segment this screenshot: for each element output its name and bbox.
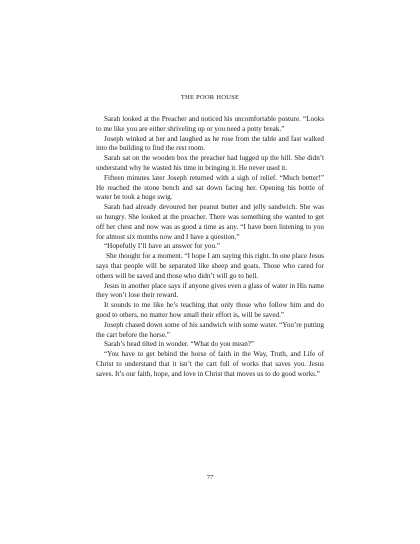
body-text bbox=[96, 115, 324, 380]
paragraph: Joseph chased down some of his sandwich with some water. “You’re putting the cart before the horse.” bbox=[96, 320, 324, 339]
paragraph: She thought for a moment. “I hope I am saying this right. In one place Jesus says that people will be separated like sheep and goats. Those who cared for others will be saved and those who didn’t will go to hell. bbox=[96, 252, 324, 280]
paragraph: Sarah’s head tilted in wonder. “What do you mean?” bbox=[104, 340, 255, 349]
paragraph: It sounds to me like he’s teaching that only those who follow him and do good to others, no matter how small their effort is, will be saved.” bbox=[96, 301, 324, 319]
paragraph: “You have to get behind the horse of faith in the Way, Truth, and Life of Christ to understand that it isn’t the cart full of works that saves you. Jesus saves. It’s our faith, hope, and love in Christ that moves us to do good works.” bbox=[96, 350, 324, 378]
paragraph: Sarah looked at the Preacher and noticed his uncomfortable posture. “Looks to me like you are either shriveling up or you need a potty break.” bbox=[96, 115, 324, 133]
paragraph: Joseph winked at her and laughed as he rose from the table and fast walked into the building to find the rest room. bbox=[96, 134, 324, 153]
page-number: 77 bbox=[206, 474, 214, 481]
running-head: THE POOR HOUSE bbox=[180, 94, 240, 101]
paragraph: Fifteen minutes later Joseph returned with a sigh of relief. “Much better!” He reached the stone bench and sat down facing her. Opening his bottle of water he took a huge swig. bbox=[96, 173, 324, 202]
paragraph: Sarah sat on the wooden box the preacher had lugged up the hill. She didn’t understand why he wasted his time in bringing it. He never used it. bbox=[96, 154, 324, 172]
paragraph: “Hopefully I’ll have an answer for you.” bbox=[104, 242, 220, 251]
paragraph: Sarah had already devoured her peanut butter and jelly sandwich. She was so hungry. She looked at the preacher. There was something she wanted to get off her chest and now was as good a time as any. “I have been listening to you for almost six months now and I have a question.” bbox=[96, 203, 324, 241]
paragraph: Jesus in another place says if anyone gives even a glass of water in His name they won’t lose their reward. bbox=[96, 281, 324, 300]
